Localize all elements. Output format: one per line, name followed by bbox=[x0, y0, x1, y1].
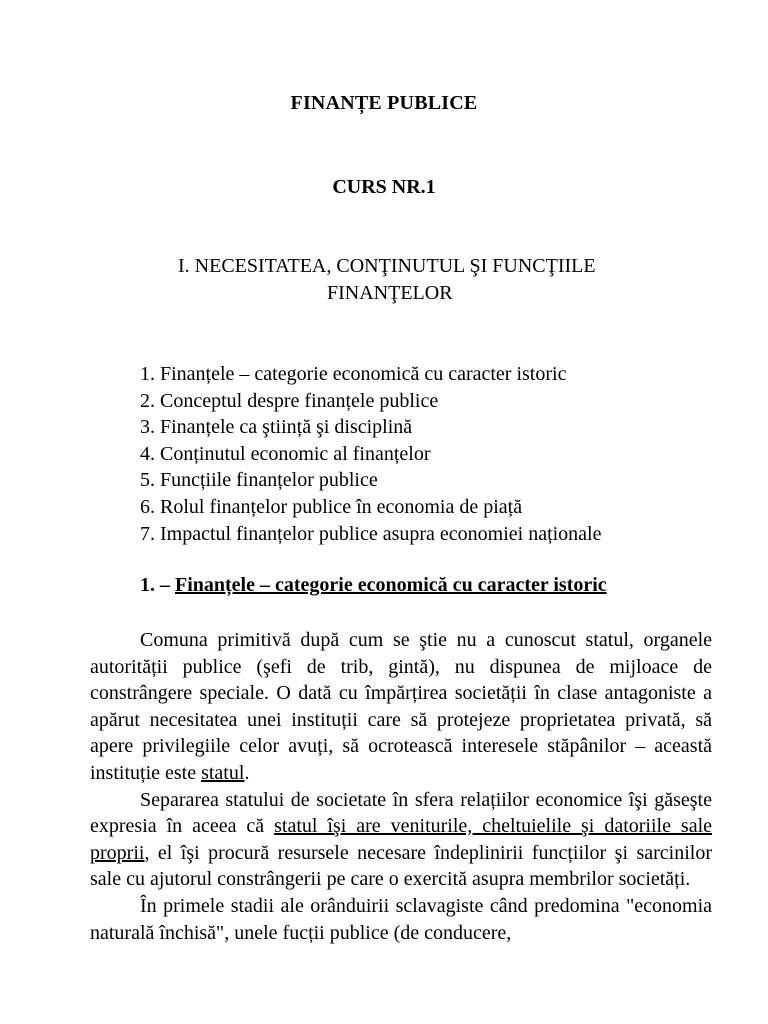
paragraph-2-end: , el îşi procură resursele necesare îndeplinirii funcțiilor şi sarcinilor sale cu ajutorul constrângerii pe care o exercită asupra membrilor societăți. bbox=[90, 841, 712, 891]
paragraph-2-start: Separarea statului de societate în sfera relațiilor economice îşi găseşte expresia în aceea că bbox=[90, 788, 712, 838]
toc-item: 7. Impactul finanțelor publice asupra economiei naționale bbox=[140, 522, 602, 545]
toc-item: 6. Rolul finanțelor publice în economia de piață bbox=[140, 495, 523, 518]
toc-item: 5. Funcțiile finanțelor publice bbox=[140, 469, 378, 492]
toc-item: 1. Finanțele – categorie economică cu caracter istoric bbox=[140, 363, 567, 385]
paragraph-3-text: În primele stadii ale orânduirii sclavagiste când predomina "economia naturală închisă", unele fucții publice (de conducere, bbox=[90, 894, 712, 944]
paragraph-1-text: Comuna primitivă după cum se ştie nu a cunoscut statul, organele autorității publice (şefi de trib, gintă), nu dispunea de mijloace de constrângere speciale. O dată cu împărțirea societății în clase antagoniste a apărut necesitatea unei instituții care să protejeze proprietatea privată, să apere privilegiile celor avuți, să ocrotească interesele stăpânilor – această instituție este bbox=[90, 629, 712, 784]
paragraph-2-underlined: statul îşi are veniturile, cheltuielile şi datoriile sale proprii bbox=[90, 815, 713, 864]
section-heading bbox=[140, 574, 607, 597]
toc-item: 4. Conținutul economic al finanțelor bbox=[140, 442, 431, 465]
toc-item: 2. Conceptul despre finanțele publice bbox=[140, 389, 439, 412]
paragraph-1-end: . bbox=[244, 761, 250, 784]
section-heading-title: Finanțele – categorie economică cu caracter istoric bbox=[175, 574, 607, 596]
paragraph-1 bbox=[90, 627, 712, 787]
paragraph-2 bbox=[90, 787, 712, 893]
toc-item: 3. Finanțele ca ştiință şi disciplină bbox=[140, 416, 413, 439]
chapter-title-line-1: I. NECESITATEA, CONŢINUTUL ŞI FUNCŢIILE bbox=[178, 255, 596, 277]
body-text bbox=[90, 627, 712, 946]
course-number: CURS NR.1 bbox=[332, 176, 436, 198]
paragraph-3 bbox=[90, 893, 712, 946]
paragraph-1-underlined: statul bbox=[201, 761, 245, 784]
chapter-title-line-2: FINANŢELOR bbox=[327, 282, 453, 304]
section-heading-number: 1. – bbox=[140, 574, 175, 596]
table-of-contents bbox=[140, 361, 602, 547]
document-title: FINANȚE PUBLICE bbox=[290, 92, 478, 114]
